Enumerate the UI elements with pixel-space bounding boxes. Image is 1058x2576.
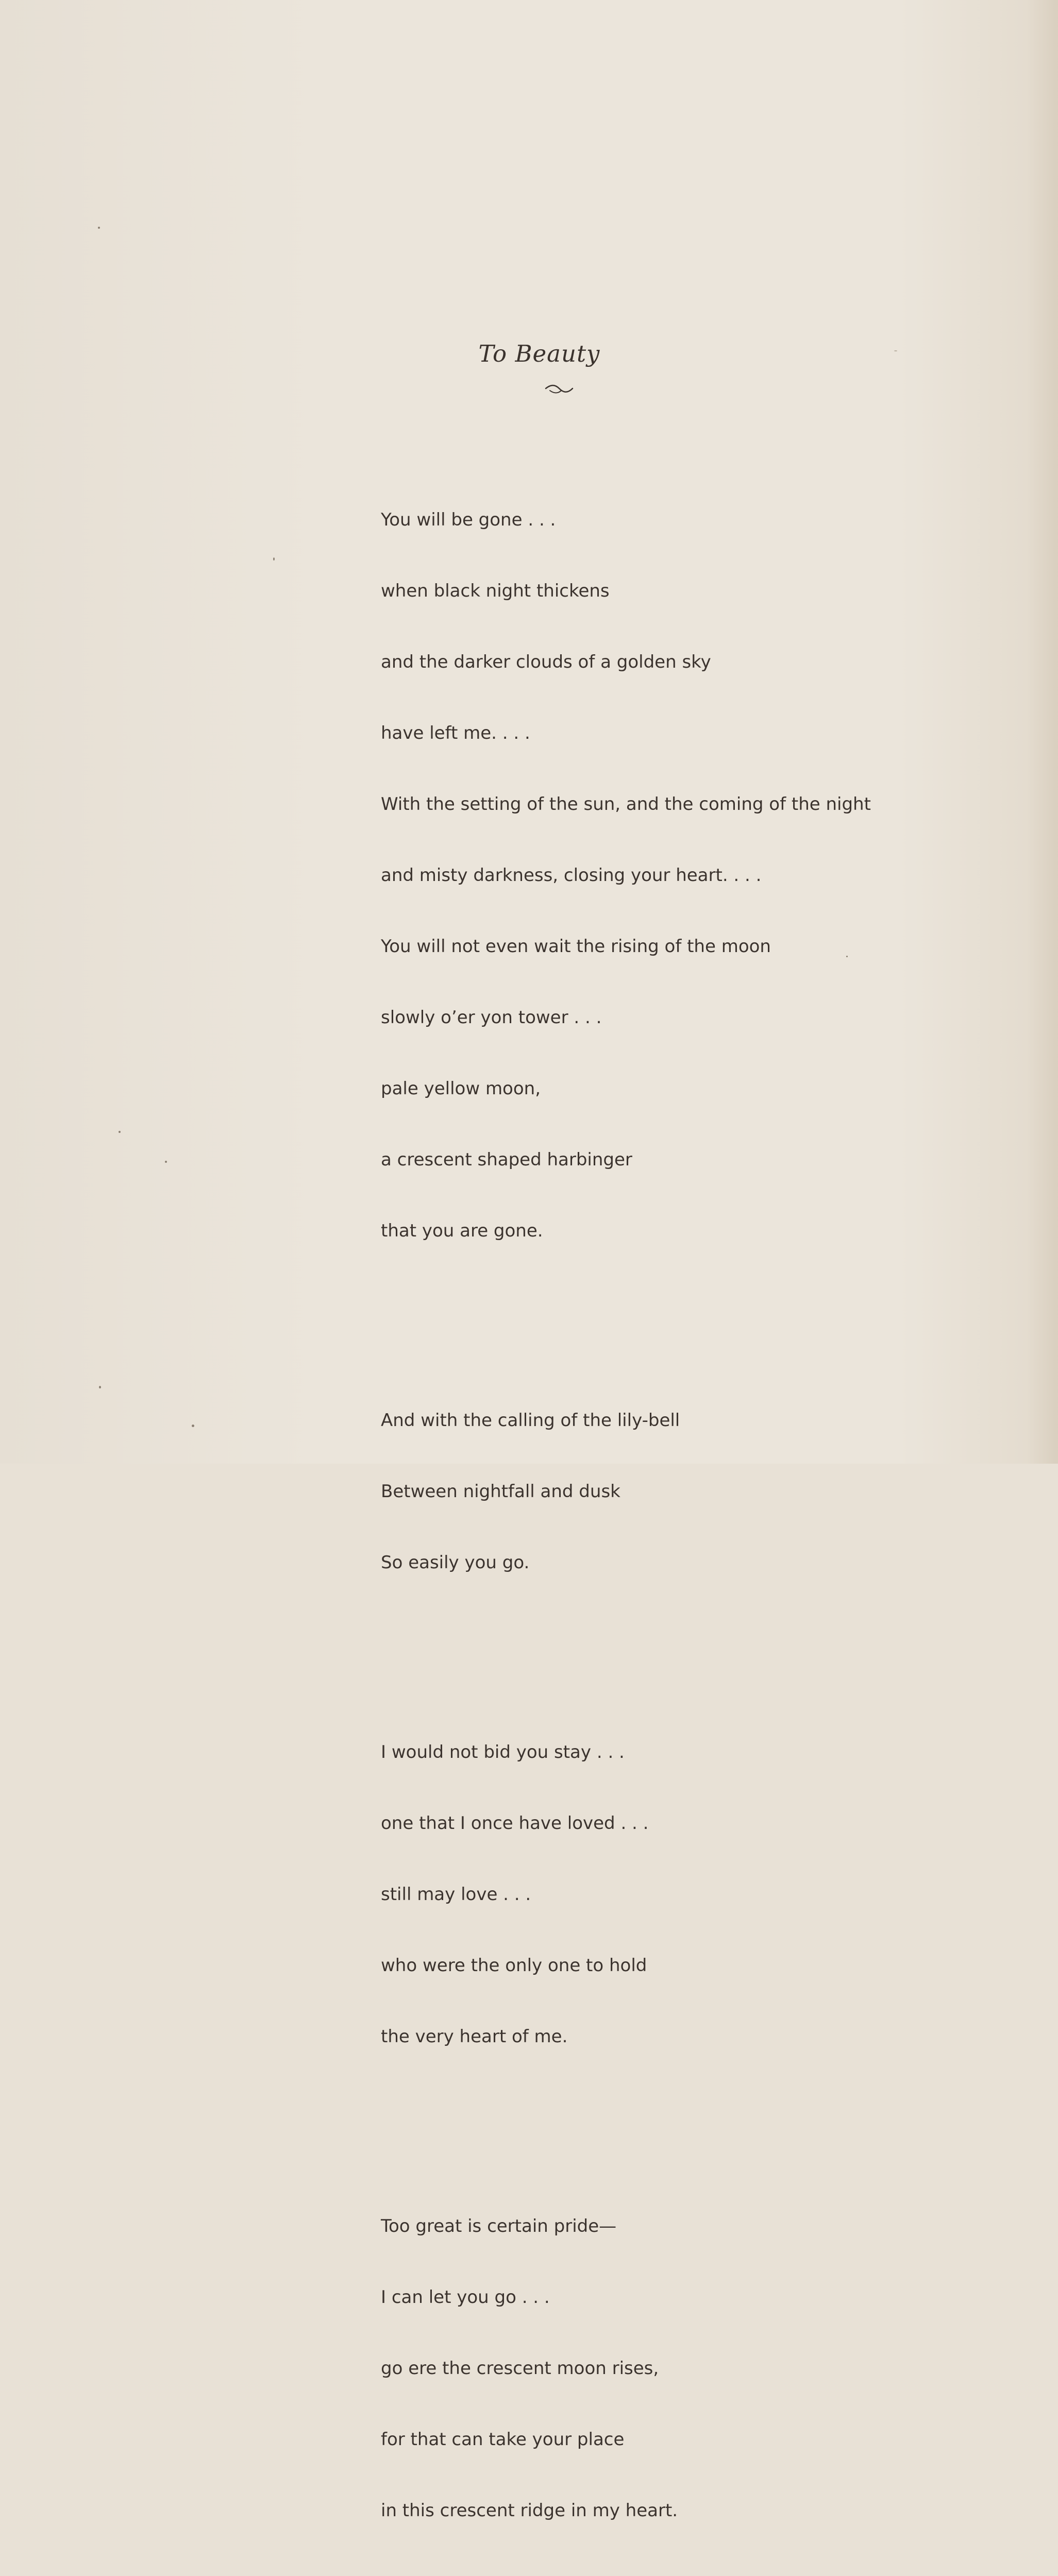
poem-line: a crescent shaped harbinger (381, 1149, 632, 1170)
paper-speck (894, 350, 897, 351)
stanza (381, 461, 871, 1290)
poem-line: So easily you go. (381, 1552, 530, 1573)
poem-title: To Beauty (478, 340, 600, 367)
poem-line: go ere the crescent moon rises, (381, 2358, 659, 2379)
paper-speck (192, 1425, 194, 1427)
poem-line: who were the only one to hold (381, 1955, 647, 1976)
poem-line: one that I once have loved . . . (381, 1813, 649, 1834)
poem-line: pale yellow moon, (381, 1078, 541, 1099)
poem-line: slowly o’er yon tower . . . (381, 1007, 602, 1028)
poem-line: when black night thickens (381, 581, 610, 601)
stanza (381, 1693, 871, 2096)
poem-line: I would not bid you stay . . . (381, 1742, 625, 1762)
paper-speck (98, 227, 100, 229)
wave-ornament-icon (544, 382, 575, 398)
poem-line: I can let you go . . . (381, 2287, 550, 2308)
poem-body (381, 413, 871, 2576)
poem-line: the very heart of me. (381, 2026, 568, 2047)
poem-line: Between nightfall and dusk (381, 1481, 620, 1502)
poem-line: and the darker clouds of a golden sky (381, 652, 711, 672)
poem-line: in this crescent ridge in my heart. (381, 2500, 678, 2521)
poem-line: You will not even wait the rising of the moon (381, 936, 771, 957)
poem-line: Too great is certain pride— (381, 2216, 617, 2236)
paper-speck (273, 557, 275, 561)
stanza (381, 2167, 871, 2570)
poem-line: still may love . . . (381, 1884, 531, 1905)
poem-line: With the setting of the sun, and the coming of the night (381, 794, 871, 815)
paper-speck (119, 1131, 121, 1133)
poem-line: for that can take your place (381, 2429, 625, 2450)
stanza (381, 1361, 871, 1622)
paper-speck (846, 956, 848, 957)
poem-line: You will be gone . . . (381, 510, 556, 530)
poem-line: have left me. . . . (381, 723, 530, 743)
paper-speck (165, 1161, 167, 1163)
poem-line: And with the calling of the lily-bell (381, 1410, 680, 1431)
poem-line: and misty darkness, closing your heart. . . . (381, 865, 762, 886)
poem-line: that you are gone. (381, 1221, 543, 1241)
paper-speck (99, 1386, 101, 1388)
